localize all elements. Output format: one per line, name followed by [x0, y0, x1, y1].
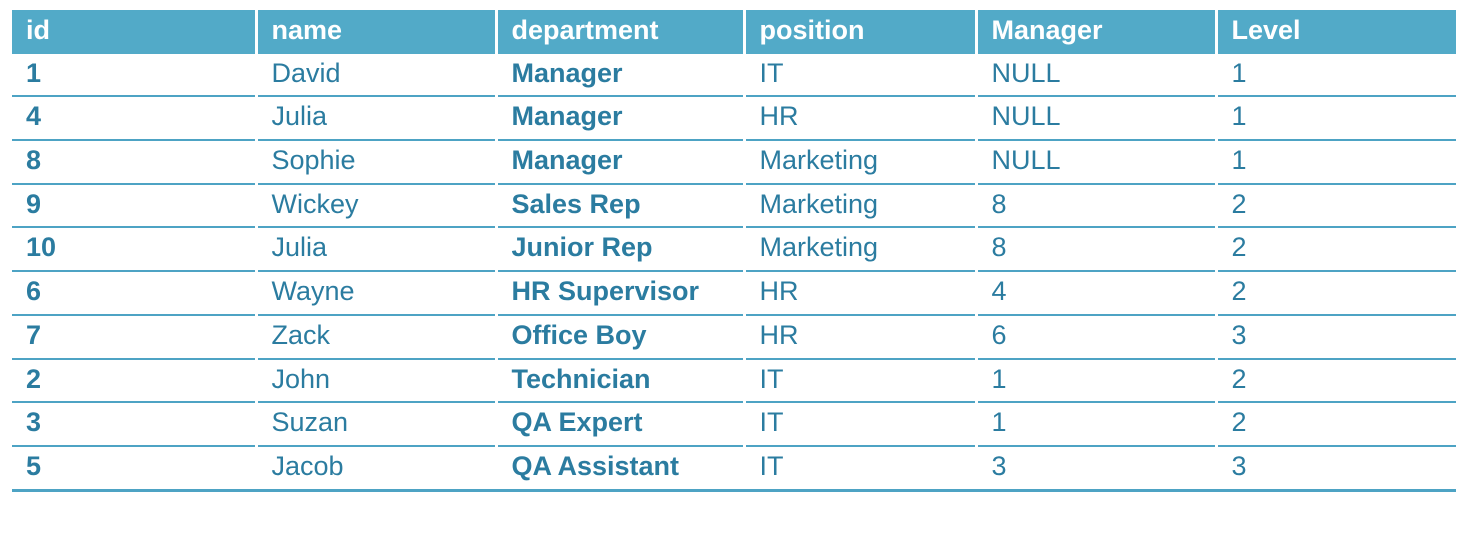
- cell-manager: 4: [976, 271, 1216, 315]
- cell-position: IT: [744, 402, 976, 446]
- cell-id: 7: [12, 315, 256, 359]
- cell-department: QA Expert: [496, 402, 744, 446]
- table-row: [12, 184, 1456, 228]
- cell-id: 3: [12, 402, 256, 446]
- cell-level: 3: [1216, 315, 1456, 359]
- cell-position: Marketing: [744, 184, 976, 228]
- cell-id: 1: [12, 54, 256, 97]
- cell-department: Manager: [496, 140, 744, 184]
- table-header-row: [12, 10, 1456, 54]
- cell-name: David: [256, 54, 496, 97]
- table-row: [12, 140, 1456, 184]
- table-row: [12, 96, 1456, 140]
- cell-manager: NULL: [976, 140, 1216, 184]
- cell-id: 10: [12, 227, 256, 271]
- cell-level: 1: [1216, 96, 1456, 140]
- cell-position: IT: [744, 446, 976, 490]
- cell-name: John: [256, 359, 496, 403]
- table-row: [12, 359, 1456, 403]
- table-row: [12, 227, 1456, 271]
- table-row: [12, 271, 1456, 315]
- table-row: [12, 402, 1456, 446]
- cell-level: 1: [1216, 140, 1456, 184]
- cell-position: HR: [744, 315, 976, 359]
- cell-position: HR: [744, 271, 976, 315]
- cell-name: Sophie: [256, 140, 496, 184]
- cell-manager: NULL: [976, 54, 1216, 97]
- cell-name: Wickey: [256, 184, 496, 228]
- cell-id: 9: [12, 184, 256, 228]
- table-body: [12, 54, 1456, 490]
- cell-level: 2: [1216, 359, 1456, 403]
- cell-department: QA Assistant: [496, 446, 744, 490]
- cell-level: 3: [1216, 446, 1456, 490]
- cell-position: Marketing: [744, 140, 976, 184]
- cell-name: Julia: [256, 227, 496, 271]
- cell-manager: 6: [976, 315, 1216, 359]
- column-header-name: name: [256, 10, 496, 54]
- cell-department: Office Boy: [496, 315, 744, 359]
- table-row: [12, 54, 1456, 97]
- cell-manager: NULL: [976, 96, 1216, 140]
- cell-position: Marketing: [744, 227, 976, 271]
- cell-id: 4: [12, 96, 256, 140]
- cell-manager: 8: [976, 227, 1216, 271]
- column-header-department: department: [496, 10, 744, 54]
- cell-position: HR: [744, 96, 976, 140]
- cell-department: Sales Rep: [496, 184, 744, 228]
- cell-manager: 1: [976, 359, 1216, 403]
- cell-name: Julia: [256, 96, 496, 140]
- cell-id: 8: [12, 140, 256, 184]
- cell-level: 2: [1216, 227, 1456, 271]
- cell-position: IT: [744, 54, 976, 97]
- column-header-level: Level: [1216, 10, 1456, 54]
- cell-name: Wayne: [256, 271, 496, 315]
- cell-id: 6: [12, 271, 256, 315]
- cell-id: 2: [12, 359, 256, 403]
- table-row: [12, 446, 1456, 490]
- cell-id: 5: [12, 446, 256, 490]
- cell-department: Technician: [496, 359, 744, 403]
- cell-manager: 1: [976, 402, 1216, 446]
- cell-level: 2: [1216, 184, 1456, 228]
- table-header: [12, 10, 1456, 54]
- cell-level: 2: [1216, 271, 1456, 315]
- cell-level: 1: [1216, 54, 1456, 97]
- cell-department: HR Supervisor: [496, 271, 744, 315]
- cell-name: Zack: [256, 315, 496, 359]
- cell-department: Junior Rep: [496, 227, 744, 271]
- table-row: [12, 315, 1456, 359]
- column-header-manager: Manager: [976, 10, 1216, 54]
- cell-name: Suzan: [256, 402, 496, 446]
- employee-hierarchy-table: [12, 10, 1456, 492]
- cell-level: 2: [1216, 402, 1456, 446]
- cell-manager: 8: [976, 184, 1216, 228]
- column-header-position: position: [744, 10, 976, 54]
- cell-name: Jacob: [256, 446, 496, 490]
- cell-manager: 3: [976, 446, 1216, 490]
- cell-position: IT: [744, 359, 976, 403]
- cell-department: Manager: [496, 96, 744, 140]
- cell-department: Manager: [496, 54, 744, 97]
- column-header-id: id: [12, 10, 256, 54]
